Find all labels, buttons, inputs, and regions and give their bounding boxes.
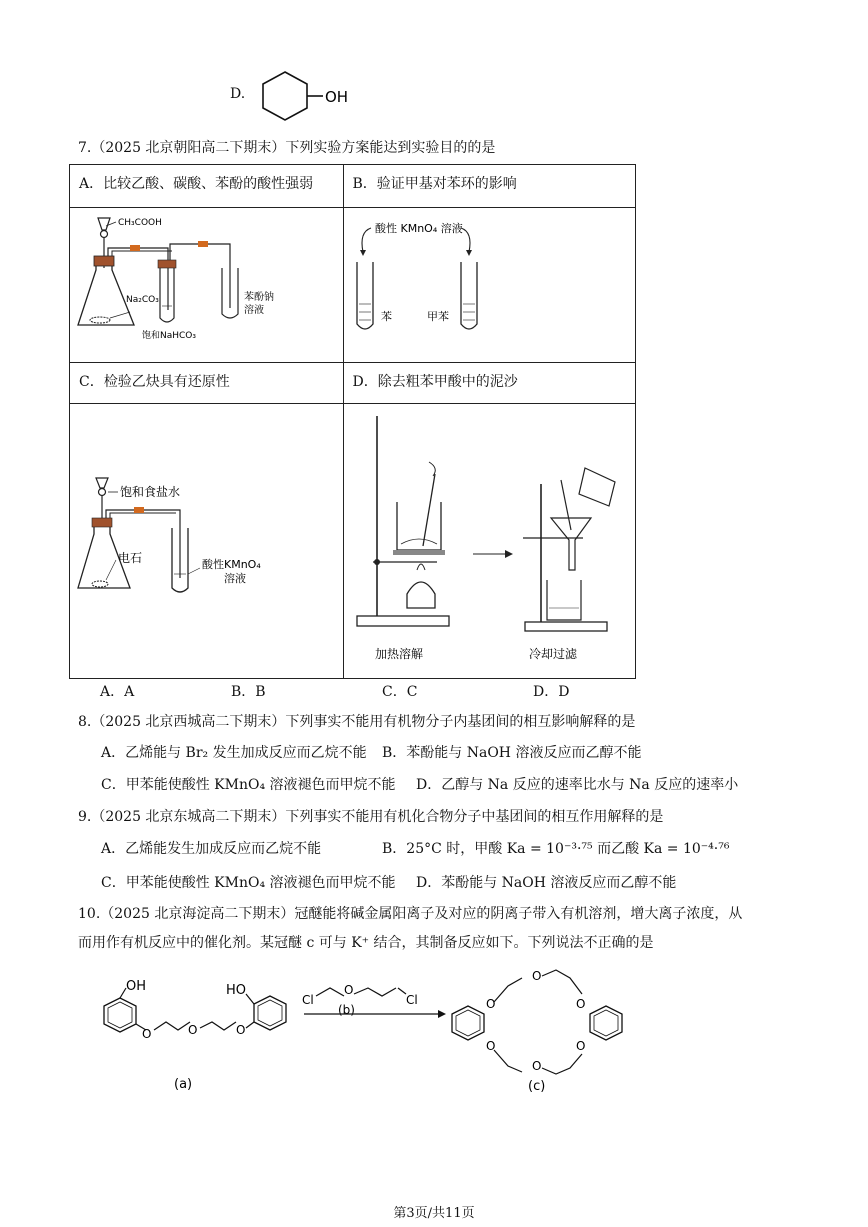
q8-option-c: C．甲苯能使酸性 KMnO₄ 溶液褪色而甲烷不能 bbox=[101, 777, 396, 793]
cell-d-head: D．除去粗苯甲酸中的泥沙 bbox=[343, 363, 635, 404]
apparatus-d bbox=[345, 410, 635, 672]
o-c2: O bbox=[486, 1039, 496, 1053]
q7-choice-c: C．C bbox=[382, 684, 418, 700]
q10-stem-line2: 而用作有机反应中的催化剂。某冠醚 c 可与 K⁺ 结合，其制备反应如下。下列说法不正确的是 bbox=[78, 935, 654, 951]
o-c5: O bbox=[532, 1059, 542, 1073]
ho-a-label: HO bbox=[226, 983, 247, 998]
q9-stem: 9.（2025 北京东城高二下期末）下列事实不能用有机化合物分子中基团间的相互作用解释的是 bbox=[78, 809, 664, 825]
cell-c-head: C．检验乙炔具有还原性 bbox=[70, 363, 344, 404]
na2co3-label: Na₂CO₃ bbox=[126, 295, 159, 305]
carbide-label: 电石 bbox=[118, 551, 143, 565]
cyclohexanol-structure bbox=[255, 66, 365, 126]
label-c: (c) bbox=[528, 1079, 546, 1094]
kmno4-c-label-1: 酸性KMnO₄ bbox=[202, 558, 261, 571]
q7-choice-d: D．D bbox=[533, 684, 570, 700]
apparatus-c bbox=[72, 470, 340, 610]
phenolate-label-1: 苯酚钠 bbox=[244, 292, 274, 303]
q9-option-b: B．25°C 时，甲酸 Ka = 10⁻³·⁷⁵ 而乙酸 Ka = 10⁻⁴·⁷⁶ bbox=[382, 841, 730, 857]
q8-stem: 8.（2025 北京西城高二下期末）下列事实不能用有机物分子内基团间的相互影响解释的是 bbox=[78, 714, 636, 730]
q9-option-c: C．甲苯能使酸性 KMnO₄ 溶液褪色而甲烷不能 bbox=[101, 875, 396, 891]
acid-label: CH₃COOH bbox=[118, 218, 162, 228]
cell-b-head: B．验证甲基对苯环的影响 bbox=[343, 165, 635, 208]
o-a2: O bbox=[188, 1023, 198, 1037]
apparatus-a bbox=[72, 210, 340, 350]
q7-choice-b: B．B bbox=[231, 684, 266, 700]
cell-a-head: A．比较乙酸、碳酸、苯酚的酸性强弱 bbox=[70, 165, 344, 208]
label-a: (a) bbox=[174, 1077, 193, 1092]
cl-b1: Cl bbox=[302, 993, 314, 1007]
apparatus-b bbox=[345, 212, 635, 352]
oh-label: OH bbox=[325, 88, 349, 106]
q7-stem: 7.（2025 北京朝阳高二下期末）下列实验方案能达到实验目的的是 bbox=[78, 140, 496, 156]
o-c3: O bbox=[532, 969, 542, 983]
heat-dissolve-label: 加热溶解 bbox=[375, 647, 424, 661]
q7-choice-a: A．A bbox=[100, 684, 135, 700]
q8-option-d: D．乙醇与 Na 反应的速率比水与 Na 反应的速率小 bbox=[416, 777, 739, 793]
q9-option-a: A．乙烯能发生加成反应而乙烷不能 bbox=[101, 841, 322, 857]
brine-label: 饱和食盐水 bbox=[120, 485, 181, 499]
q6-option-d bbox=[230, 86, 245, 102]
label-b: (b) bbox=[338, 1003, 355, 1017]
q9-option-d: D．苯酚能与 NaOH 溶液反应而乙醇不能 bbox=[416, 875, 677, 891]
o-c6: O bbox=[576, 1039, 586, 1053]
q8-option-a: A．乙烯能与 Br₂ 发生加成反应而乙烷不能 bbox=[101, 745, 367, 761]
nahco3-label: 饱和NaHCO₃ bbox=[142, 331, 196, 341]
o-a1: O bbox=[142, 1027, 152, 1041]
q10-stem-line1: 10.（2025 北京海淀高二下期末）冠醚能将碱金属阳离子及对应的阴离子带入有机溶剂，增大离子浓度，从 bbox=[78, 906, 743, 922]
o-c1: O bbox=[486, 997, 496, 1011]
o-c4: O bbox=[576, 997, 586, 1011]
option-label: D. bbox=[230, 86, 246, 102]
crown-ether-reaction bbox=[76, 958, 636, 1098]
page-footer: 第3页/共11页 bbox=[393, 1206, 475, 1221]
oh-a-label: OH bbox=[126, 979, 147, 994]
cl-b2: Cl bbox=[406, 993, 418, 1007]
o-a3: O bbox=[236, 1023, 246, 1037]
phenolate-label-2: 溶液 bbox=[244, 305, 264, 316]
q8-option-b: B．苯酚能与 NaOH 溶液反应而乙醇不能 bbox=[382, 745, 642, 761]
toluene-label: 甲苯 bbox=[427, 310, 449, 323]
kmno4-label: 酸性 KMnO₄ 溶液 bbox=[375, 222, 463, 235]
benzene-label: 苯 bbox=[381, 310, 392, 323]
o-b: O bbox=[344, 983, 354, 997]
kmno4-c-label-2: 溶液 bbox=[224, 572, 246, 585]
cool-filter-label: 冷却过滤 bbox=[529, 647, 578, 661]
